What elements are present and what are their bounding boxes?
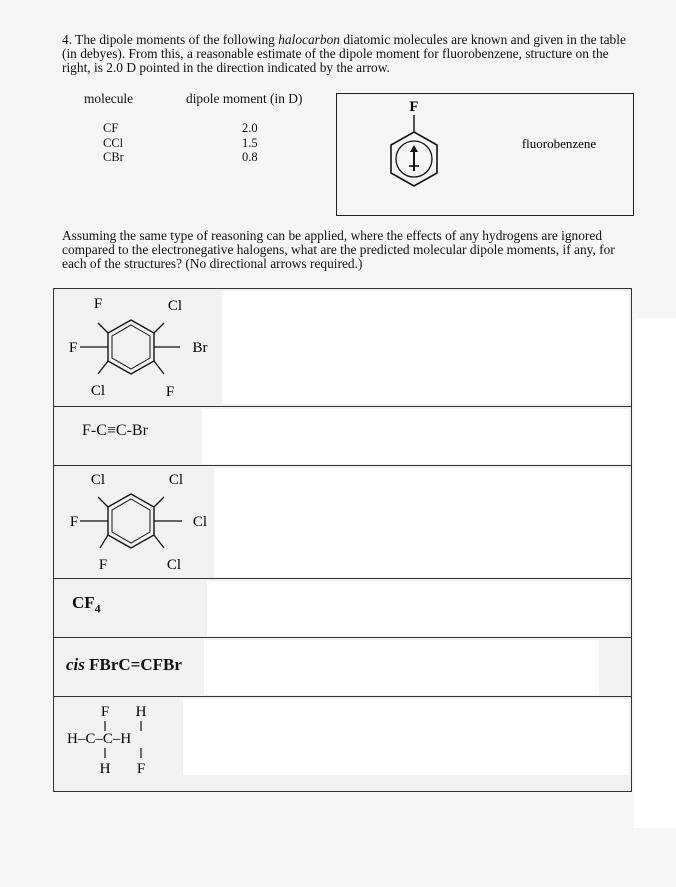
s3-atom-bottom-right: Cl: [166, 557, 182, 573]
answer-box-2[interactable]: [202, 409, 629, 464]
row-structure-6: [54, 696, 631, 792]
s1-atom-top-left: F: [93, 296, 103, 312]
s4-formula-subscript: 4: [94, 601, 101, 616]
s3-atom-bottom-left: F: [98, 557, 108, 573]
s1-atom-bottom-right: F: [165, 384, 175, 400]
molecule-cf: CF: [103, 121, 119, 135]
s1-atom-right: Br: [192, 340, 208, 356]
s6-top-left: F: [100, 704, 110, 720]
s5-formula: [66, 655, 182, 675]
question-intro: [62, 33, 632, 75]
answer-box-5[interactable]: [204, 640, 599, 695]
fluorobenzene-structure: [337, 94, 633, 215]
header-dipole: dipole moment (in D): [186, 91, 303, 106]
structure-6-drawing: [54, 697, 194, 792]
s2-formula: F-C≡C-Br: [82, 422, 148, 439]
s3-atom-top-right: Cl: [168, 472, 184, 488]
s3-atom-left: F: [69, 514, 79, 530]
answer-box-4[interactable]: [207, 581, 629, 636]
s1-atom-top-right: Cl: [167, 298, 183, 314]
margin-strip: [634, 318, 676, 828]
row-structure-4: [54, 578, 631, 638]
intro-italic: halocarbon: [278, 32, 340, 47]
s4-formula: [72, 593, 101, 616]
instruction-text: Assuming the same type of reasoning can be applied, where the effects of any hydrogens are ignored compared to the electronegative halogens, what are the predicted molecular dipole moments, if any, for each of the structures? (No directional arrows required.): [62, 228, 615, 271]
structure-3-drawing: [54, 466, 224, 579]
s1-atom-left: F: [68, 340, 78, 356]
s1-atom-bottom-left: Cl: [90, 383, 106, 399]
s4-formula-main: CF: [72, 593, 95, 612]
molecule-names: [103, 121, 124, 165]
row-structure-2: [54, 406, 631, 466]
intro-text-1: The dipole moments of the following: [75, 32, 279, 47]
s3-atom-right: Cl: [192, 514, 208, 530]
molecule-ccl: CCl: [103, 135, 124, 150]
structure-1-drawing: [54, 289, 224, 406]
dipole-ccl: 1.5: [242, 135, 258, 150]
s3-atom-top-left: Cl: [90, 472, 106, 488]
row-structure-1: [54, 289, 631, 406]
s6-top-right: H: [135, 704, 147, 720]
molecule-cbr: CBr: [103, 150, 124, 164]
question-number: 4.: [62, 32, 73, 47]
s5-formula-main: FBrC=CFBr: [89, 655, 182, 674]
dipole-cbr: 0.8: [242, 150, 258, 164]
answer-table: [53, 288, 632, 792]
answer-box-3[interactable]: [214, 468, 629, 577]
answer-box-6[interactable]: [183, 699, 629, 775]
row-structure-3: [54, 465, 631, 579]
dipole-values: [242, 121, 258, 165]
intro-text-2: diatomic molecules are known and given in the table (in debyes). From this, a reasonable estimate of the dipole moment for fluorobenzene, structure on the right, is 2.0 D pointed in the direction indicated by the arrow.: [62, 32, 626, 75]
dipole-arrow-head: [410, 145, 418, 152]
fluorobenzene-box: [336, 93, 634, 216]
s6-bottom-left: H: [99, 761, 111, 777]
s6-middle: H–C–C–H: [67, 731, 132, 747]
header-molecule: molecule: [84, 91, 134, 106]
dipole-cf: 2.0: [242, 121, 258, 135]
s5-prefix: cis: [66, 655, 85, 674]
fluorobenzene-f-label: F: [409, 99, 419, 115]
s6-bottom-right: F: [136, 761, 146, 777]
answer-box-1[interactable]: [222, 291, 629, 404]
question-instruction: [62, 229, 627, 271]
fluorobenzene-label: fluorobenzene: [521, 136, 597, 151]
row-structure-5: [54, 637, 631, 697]
